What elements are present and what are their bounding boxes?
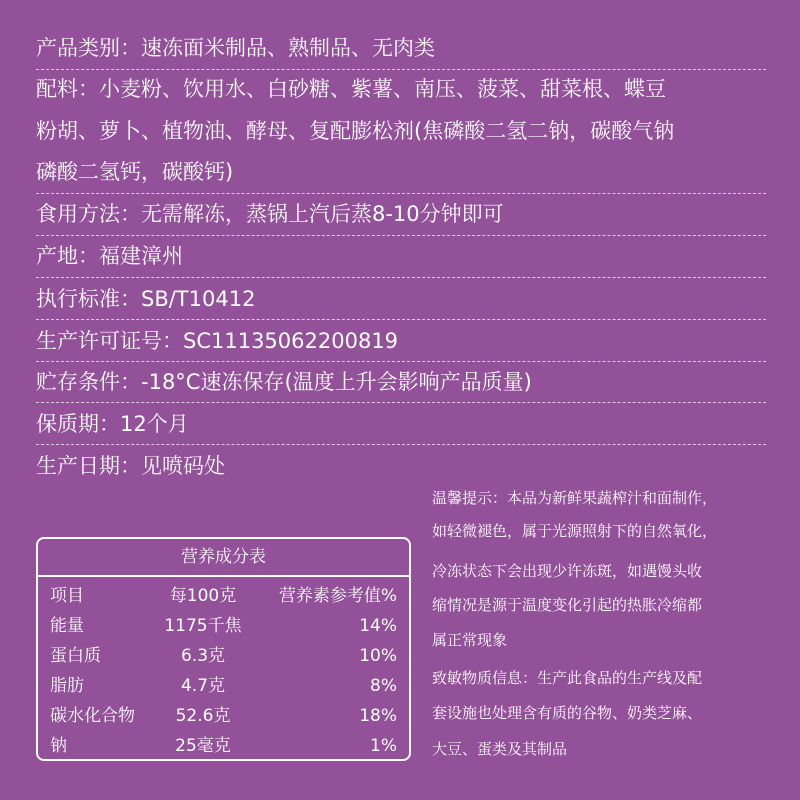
divider bbox=[36, 444, 766, 445]
allergen-line: 致敏物质信息：生产此食品的生产线及配 bbox=[432, 669, 703, 687]
nutrient-name: 蛋白质 bbox=[50, 646, 101, 666]
nutrient-nrv: 14% bbox=[359, 616, 397, 636]
production-license: 生产许可证号：SC11135062200819 bbox=[36, 329, 399, 353]
tip-line: 温馨提示：本品为新鲜果蔬榨汁和面制作， bbox=[432, 489, 718, 507]
ingredients-line-2: 粉胡、萝卜、植物油、酵母、复配膨松剂(焦磷酸二氢二钠，碳酸气钠 bbox=[36, 119, 675, 143]
table-row bbox=[38, 611, 409, 641]
tip-line: 缩情况是源于温度变化引起的热胀冷缩都 bbox=[432, 596, 703, 614]
nutrient-amount: 6.3克 bbox=[180, 646, 226, 666]
tip-line: 冷冻状态下会出现少许冻斑，如遇馒头收 bbox=[432, 562, 703, 580]
usage-method: 食用方法：无需解冻，蒸锅上汽后蒸8-10分钟即可 bbox=[36, 202, 504, 226]
nutrient-name: 碳水化合物 bbox=[50, 706, 135, 726]
divider bbox=[36, 69, 766, 70]
table-header-row bbox=[38, 581, 409, 611]
tip-line: 如轻微褪色，属于光源照射下的自然氧化， bbox=[432, 522, 718, 540]
nutrient-amount: 52.6克 bbox=[175, 706, 231, 726]
nutrient-amount: 1175千焦 bbox=[164, 616, 242, 636]
nutrition-table bbox=[36, 537, 411, 761]
header-nrv: 营养素参考值% bbox=[278, 586, 397, 606]
storage-conditions: 贮存条件：-18°C速冻保存(温度上升会影响产品质量) bbox=[36, 370, 532, 394]
nutrient-nrv: 10% bbox=[359, 646, 397, 666]
header-item: 项目 bbox=[50, 586, 84, 606]
ingredients-line-1: 配料：小麦粉、饮用水、白砂糖、紫薯、南压、菠菜、甜菜根、蝶豆 bbox=[36, 77, 666, 101]
ingredients-line-3: 磷酸二氢钙，碳酸钙) bbox=[36, 160, 234, 184]
production-date: 生产日期：见喷码处 bbox=[36, 454, 225, 478]
allergen-line: 套设施也处理含有质的谷物、奶类芝麻、 bbox=[432, 704, 703, 722]
table-row bbox=[38, 731, 409, 761]
divider bbox=[36, 193, 766, 194]
nutrition-table-title: 营养成分表 bbox=[181, 547, 266, 567]
nutrient-name: 脂肪 bbox=[50, 676, 84, 696]
nutrient-amount: 4.7克 bbox=[180, 676, 226, 696]
allergen-line: 大豆、蛋类及其制品 bbox=[432, 740, 568, 758]
table-row bbox=[38, 671, 409, 701]
nutrient-nrv: 1% bbox=[370, 736, 397, 756]
divider bbox=[36, 277, 766, 278]
shelf-life: 保质期：12个月 bbox=[36, 412, 189, 436]
divider bbox=[36, 319, 766, 320]
nutrient-name: 能量 bbox=[50, 616, 84, 636]
header-per-100g: 每100克 bbox=[169, 586, 237, 606]
nutrient-nrv: 18% bbox=[359, 706, 397, 726]
standard: 执行标准：SB/T10412 bbox=[36, 287, 256, 311]
divider bbox=[36, 235, 766, 236]
table-header-divider bbox=[38, 575, 409, 577]
table-row bbox=[38, 641, 409, 671]
nutrient-amount: 25毫克 bbox=[175, 736, 231, 756]
divider bbox=[36, 402, 766, 403]
product-category: 产品类别：速冻面米制品、熟制品、无肉类 bbox=[36, 36, 435, 60]
tip-line: 属正常现象 bbox=[432, 631, 508, 649]
table-row bbox=[38, 701, 409, 731]
divider bbox=[36, 361, 766, 362]
nutrient-nrv: 8% bbox=[370, 676, 397, 696]
nutrient-name: 钠 bbox=[50, 736, 67, 756]
origin: 产地：福建漳州 bbox=[36, 244, 183, 268]
